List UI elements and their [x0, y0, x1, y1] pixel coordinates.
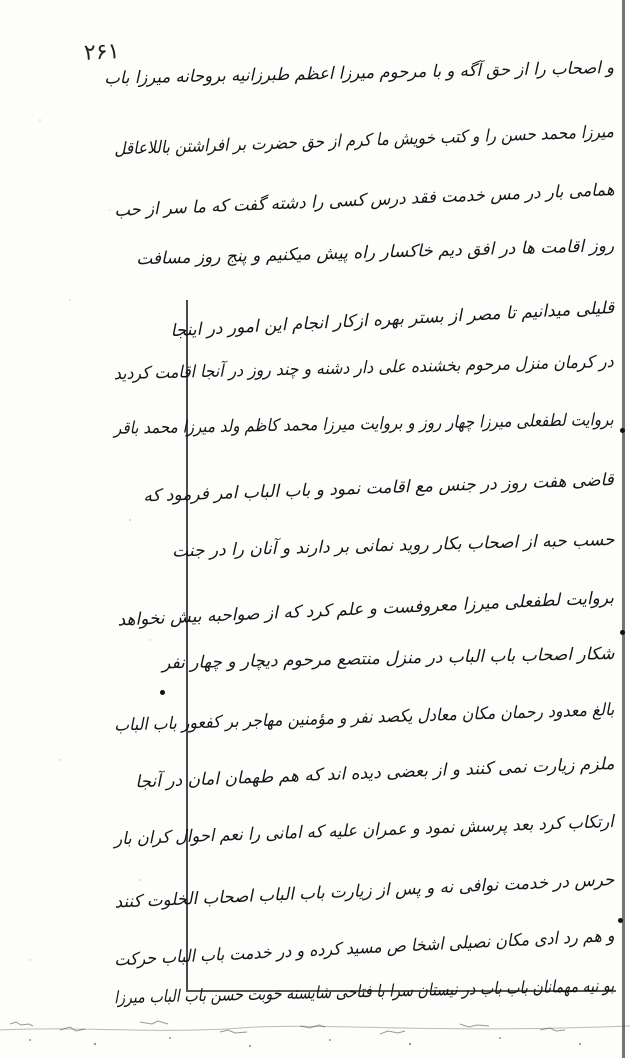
manuscript-line: ارتکاب کرد بعد پرسش نمود و عمران علیه که امانی را نعم احوال کران بار	[114, 812, 615, 850]
manuscript-line: حرس در خدمت نوافی نه و پس از زیارت باب الباب اصحاب الخلوت کنند	[114, 870, 615, 913]
manuscript-line: بو نیه مهمانان باب باب در نیستان سرا با فتاحی شایسته خوبت حسن باب الباب میرزا	[113, 976, 615, 1009]
page-right-edge	[622, 0, 625, 1058]
scan-noise-strip	[0, 1010, 630, 1058]
manuscript-line: ملزم زیارت نمی کنند و از بعضی دیده اند که هم طهمان امان در آنجا	[134, 754, 615, 793]
manuscript-line: همامی بار در مس خدمت فقد درس کسی را دشته گفت که ما سر از حب	[113, 180, 615, 221]
manuscript-line: روز اقامت ها در افق دیم خاکسار راه پیش میکنیم و پنج روز مسافت	[135, 236, 615, 270]
manuscript-line: بروایت لطفعلی میرزا معروفست و علم کرد که از صواحبه بیش نخواهد	[117, 588, 615, 631]
manuscript-line: در کرمان منزل مرحوم بخشنده علی دار دشنه و چند روز در آنجا اقامت کردید	[114, 352, 615, 385]
manuscript-line: و هم رد ادی مکان نصیلی اشخا ص مسید کرده و در خدمت باب الباب حرکت	[113, 926, 615, 971]
binding-hole-mark	[620, 428, 625, 433]
manuscript-line: بالغ معدود رحمان مکان معادل یکصد نفر و مؤمنین مهاجر بر کفعور باب الباب	[113, 700, 615, 736]
binding-hole-mark	[620, 630, 625, 635]
manuscript-line: قلیلی میدانیم تا مصر از بستر بهره ازکار انجام این امور در اینجا	[169, 298, 615, 342]
page-number: ۲۶۱	[83, 39, 121, 66]
manuscript-line: بروایت لطفعلی میرزا چهار روز و بروایت میرزا محمد کاظم ولد میرزا محمد باقر	[114, 410, 615, 439]
manuscript-line: و اصحاب را از حق آگه و با مرحوم میرزا اعظم طبرزانیه بروحانه میرزا باب	[104, 58, 615, 89]
manuscript-line: شکار اصحاب باب الباب در منزل منتصع مرحوم دیچار و چهار نفر	[161, 644, 615, 674]
manuscript-line: قاضی هفت روز در جنس مع اقامت نمود و باب الباب امر فرمود که	[143, 470, 615, 507]
manuscript-line: میرزا محمد حسن را و کتب خویش ما کرم از حق حضرت بر افراشتن باللاعاقل	[113, 122, 615, 160]
manuscript-text-block	[100, 40, 620, 1009]
manuscript-line: حسب حبه از اصحاب بکار روید نمانی بر دارند و آنان را در جنت	[171, 530, 615, 562]
